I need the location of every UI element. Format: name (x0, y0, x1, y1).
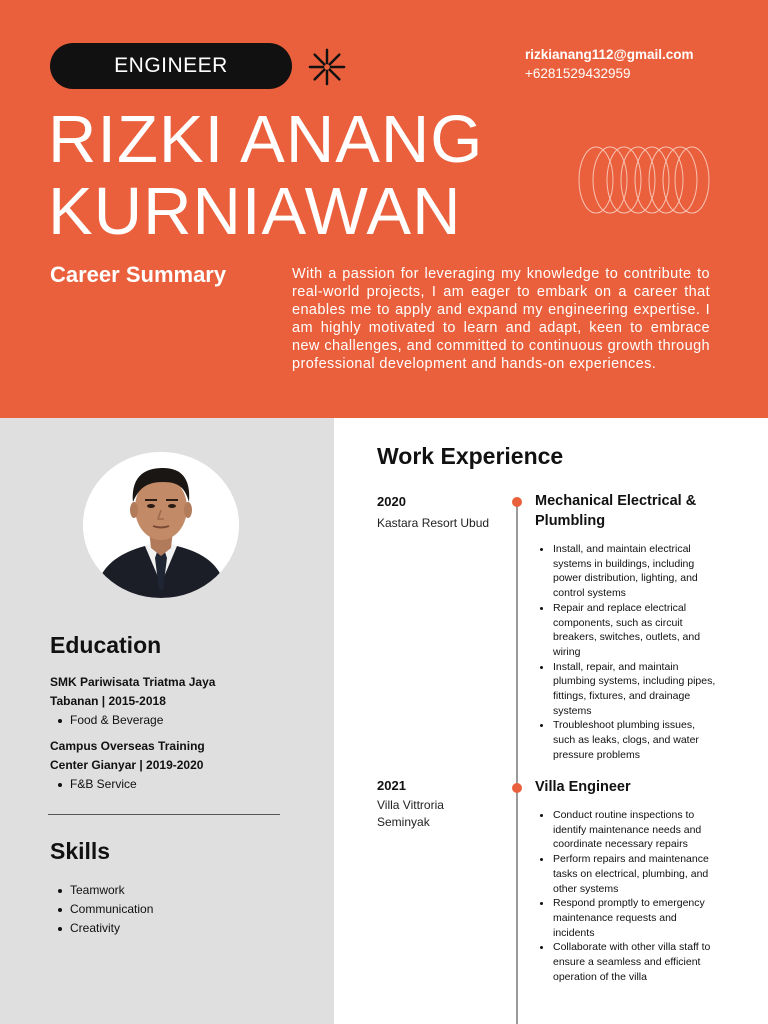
duty-item: Conduct routine inspections to identify maintenance needs and coordinate necessary repairs (538, 808, 718, 852)
skills-heading: Skills (50, 838, 111, 864)
name-line-2: KURNIAWAN (48, 174, 462, 249)
education-school-2 (50, 737, 250, 775)
phone-number: +6281529432959 (525, 66, 631, 81)
job-year: 2020 (377, 494, 406, 509)
contact-info (525, 45, 693, 83)
timeline-dot (512, 497, 522, 507)
name-line-1: RIZKI ANANG (48, 102, 484, 177)
employer-line-2: Seminyak (377, 815, 430, 829)
timeline-dot (512, 783, 522, 793)
employer-line-1: Villa Vittroria (377, 798, 444, 812)
job-title-line-2: Plumbling (535, 513, 606, 529)
education-heading: Education (50, 632, 162, 658)
school-name: SMK Pariwisata Triatma Jaya (50, 675, 216, 689)
duty-item: Respond promptly to emergency maintenance requests and incidents (538, 896, 718, 940)
skill-item (58, 881, 125, 900)
field-label: F&B Service (70, 777, 137, 791)
skill-label: Communication (70, 902, 154, 916)
duty-item: Install, and maintain electrical systems in buildings, including power distribution, lighting, and control systems (538, 542, 718, 601)
skill-item (58, 919, 120, 938)
work-experience-heading: Work Experience (377, 443, 564, 469)
career-summary-text: With a passion for leveraging my knowledge to contribute to real-world projects, I am eager to embark on a career that enables me to apply and expand my engineering expertise. I am highly motivated to learn and adapt, keen to embrace new challenges, and committed to continuous growth through professional development and hands-on experiences. (292, 266, 710, 372)
job-employer (377, 797, 507, 831)
employer-line-1: Kastara Resort Ubud (377, 516, 490, 530)
email-link[interactable]: rizkianang112@gmail.com (525, 47, 694, 62)
job-title-line-1: Villa Engineer (535, 779, 631, 795)
job-title (535, 777, 725, 797)
asterisk-icon (308, 48, 346, 86)
job-title (535, 491, 725, 531)
person-name (48, 104, 483, 248)
job-employer (377, 515, 507, 532)
job-duties (538, 542, 718, 763)
skill-item (58, 900, 153, 919)
profile-photo (83, 452, 239, 598)
job-year: 2021 (377, 778, 406, 793)
timeline-line (516, 500, 518, 1024)
education-field-1 (58, 711, 163, 730)
job-title-line-1: Mechanical Electrical & (535, 493, 697, 509)
duty-item: Troubleshoot plumbing issues, such as leaks, clogs, and water pressure problems (538, 718, 718, 762)
role-badge: ENGINEER (50, 43, 292, 89)
rings-decoration (576, 144, 712, 216)
duty-item: Collaborate with other villa staff to ensure a seamless and efficient operation of the villa (538, 940, 718, 984)
job-duties (538, 808, 718, 984)
skill-label: Creativity (70, 921, 121, 935)
sidebar-divider (48, 814, 280, 815)
duty-item: Install, repair, and maintain plumbing systems, including pipes, fittings, fixtures, and drainage systems (538, 660, 718, 719)
duty-item: Repair and replace electrical components, such as circuit breakers, switches, outlets, and wiring (538, 601, 718, 660)
school-location-years: Tabanan | 2015-2018 (50, 694, 166, 708)
field-label: Food & Beverage (70, 713, 164, 727)
school-name: Campus Overseas Training (50, 739, 205, 753)
school-location-years: Center Gianyar | 2019-2020 (50, 758, 204, 772)
education-field-2 (58, 775, 137, 794)
skill-label: Teamwork (70, 883, 125, 897)
career-summary-heading: Career Summary (50, 262, 227, 287)
duty-item: Perform repairs and maintenance tasks on electrical, plumbing, and other systems (538, 852, 718, 896)
education-school-1 (50, 673, 250, 711)
